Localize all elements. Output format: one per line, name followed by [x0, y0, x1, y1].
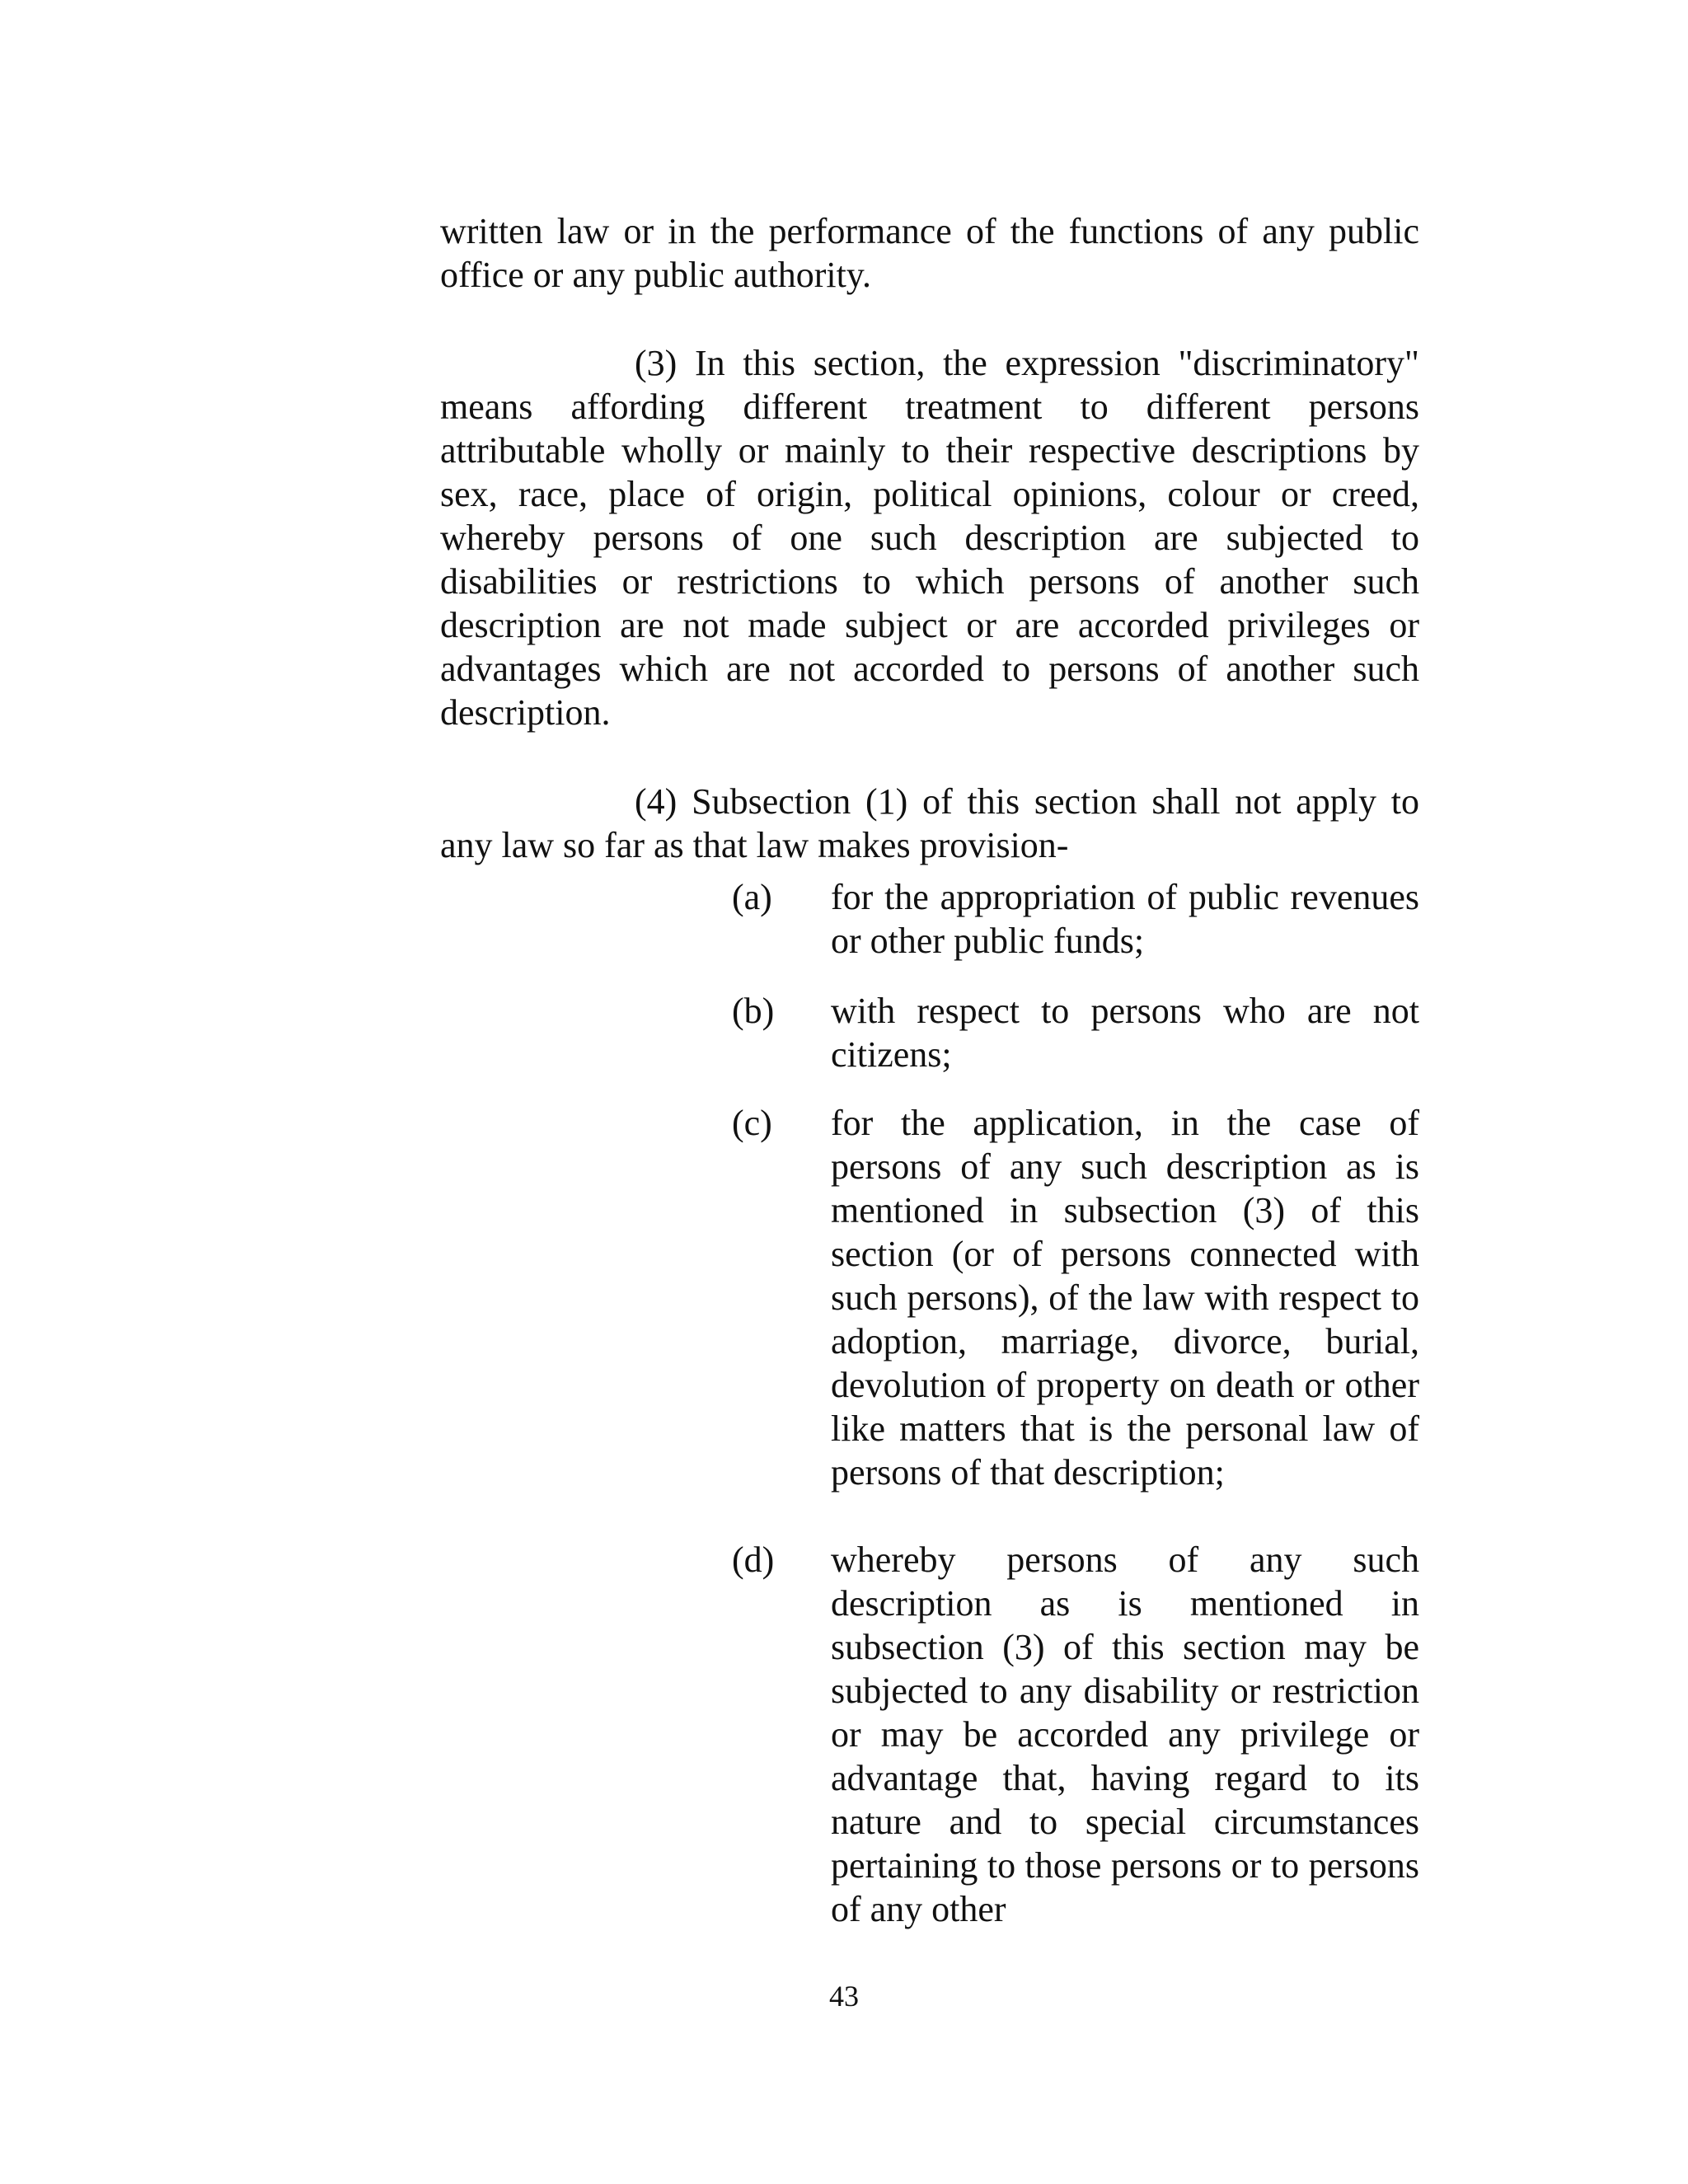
- page-number: 43: [829, 1980, 859, 2013]
- list-item-label: (c): [732, 1103, 772, 1143]
- list-item-text: with respect to persons who are not citizens;: [831, 991, 1419, 1075]
- list-item-label: (b): [732, 991, 775, 1031]
- list-item-label: (a): [732, 877, 772, 917]
- paragraph-subsection-4: (4) Subsection (1) of this section shall not apply to any law so far as that law makes provision-: [440, 781, 1419, 865]
- list-item-label: (d): [732, 1540, 775, 1580]
- paragraph-continuation: written law or in the performance of the functions of any public office or any public authority.: [440, 211, 1419, 295]
- list-item-text: for the appropriation of public revenues or other public funds;: [831, 877, 1419, 961]
- list-item-text: for the application, in the case of persons of any such description as is mentioned in subsection (3) of this section (or of persons connected with such persons), of the law with respect to adoption, marriage, divorce, burial, devolution of property on death or other like matters that is the personal law of persons of that description;: [831, 1103, 1419, 1493]
- list-item-text: whereby persons of any such description as is mentioned in subsection (3) of this section may be subjected to any disability or restriction or may be accorded any privilege or advantage that, having regard to its nature and to special circumstances pertaining to those persons or to persons of any other: [831, 1540, 1419, 1929]
- paragraph-subsection-3: (3) In this section, the expression "discriminatory" means affording different treatment to different persons attributable wholly or mainly to their respective descriptions by sex, race, place of origin, political opinions, colour or creed, whereby persons of one such description are subjected to disabilities or restrictions to which persons of another such description are not made subject or are accorded privileges or advantages which are not accorded to persons of another such description.: [440, 343, 1419, 733]
